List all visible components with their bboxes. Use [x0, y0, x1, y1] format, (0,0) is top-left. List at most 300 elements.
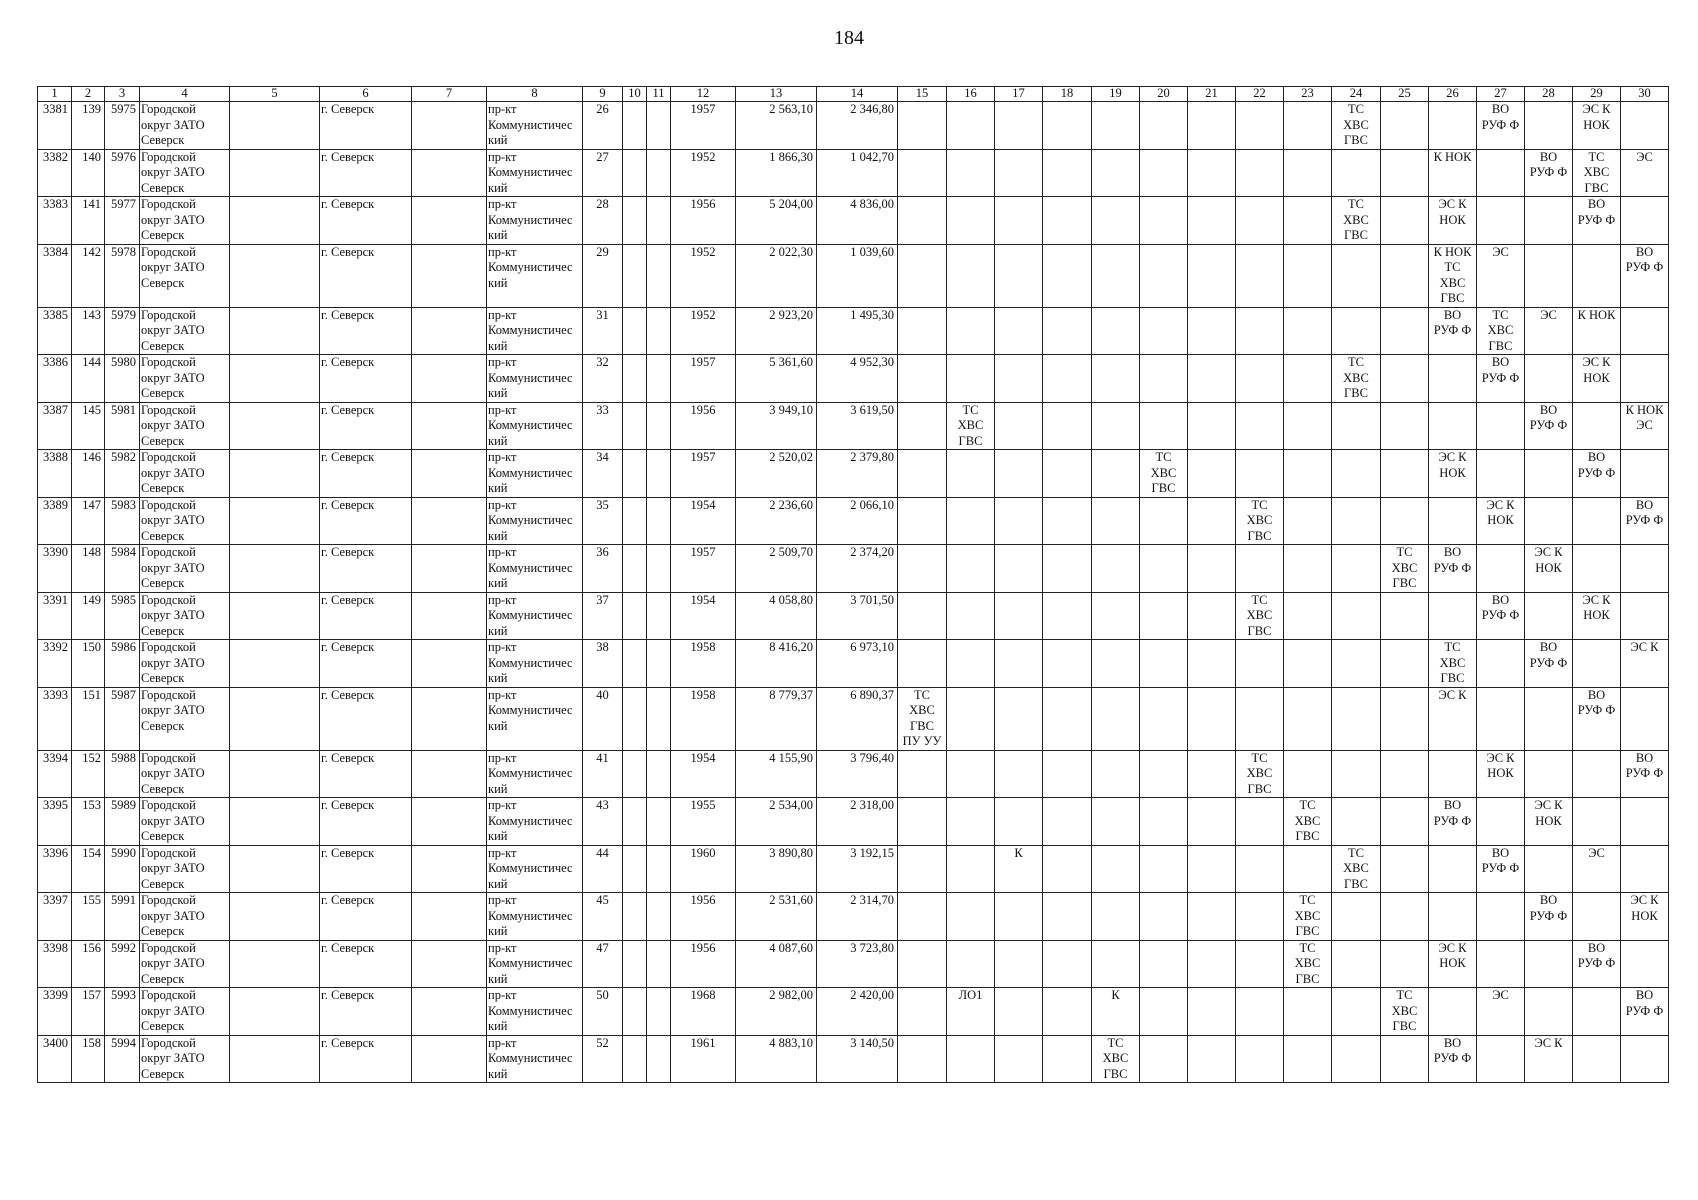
cell-col-20 — [1140, 687, 1188, 750]
cell-col-16 — [947, 940, 995, 988]
cell-col-2: 152 — [72, 750, 105, 798]
cell-col-26 — [1429, 845, 1477, 893]
cell-col-28: ВО РУФ Ф — [1525, 149, 1573, 197]
cell-col-25 — [1381, 845, 1429, 893]
column-number-30: 30 — [1621, 87, 1669, 102]
cell-col-28 — [1525, 592, 1573, 640]
cell-col-1: 3388 — [38, 450, 72, 498]
cell-col-7 — [412, 197, 487, 245]
cell-col-13: 8 779,37 — [736, 687, 817, 750]
cell-col-12: 1952 — [671, 244, 736, 307]
cell-col-14: 6 890,37 — [817, 687, 898, 750]
cell-col-20 — [1140, 307, 1188, 355]
cell-col-24 — [1332, 450, 1381, 498]
cell-col-21 — [1188, 592, 1236, 640]
cell-col-18 — [1043, 102, 1092, 150]
cell-col-21 — [1188, 893, 1236, 941]
cell-col-19 — [1092, 102, 1140, 150]
cell-col-8: пр-кт Коммунистичес кий — [487, 988, 583, 1036]
cell-col-25 — [1381, 450, 1429, 498]
cell-col-22 — [1236, 244, 1284, 307]
cell-col-30 — [1621, 545, 1669, 593]
cell-col-18 — [1043, 497, 1092, 545]
cell-col-25 — [1381, 1035, 1429, 1083]
cell-col-25 — [1381, 592, 1429, 640]
cell-col-8: пр-кт Коммунистичес кий — [487, 149, 583, 197]
table-row — [38, 545, 1669, 593]
cell-col-7 — [412, 545, 487, 593]
cell-col-10 — [623, 497, 647, 545]
cell-col-28 — [1525, 355, 1573, 403]
cell-col-13: 4 087,60 — [736, 940, 817, 988]
cell-col-27 — [1477, 687, 1525, 750]
cell-col-16 — [947, 592, 995, 640]
cell-col-19 — [1092, 750, 1140, 798]
cell-col-15 — [898, 497, 947, 545]
table-row — [38, 450, 1669, 498]
cell-col-9: 27 — [583, 149, 623, 197]
cell-col-16 — [947, 244, 995, 307]
cell-col-19 — [1092, 197, 1140, 245]
cell-col-6: г. Северск — [320, 497, 412, 545]
cell-col-28 — [1525, 750, 1573, 798]
cell-col-21 — [1188, 450, 1236, 498]
cell-col-25 — [1381, 687, 1429, 750]
cell-col-28: ЭС К НОК — [1525, 798, 1573, 846]
cell-col-24 — [1332, 687, 1381, 750]
cell-col-2: 143 — [72, 307, 105, 355]
cell-col-21 — [1188, 307, 1236, 355]
cell-col-14: 2 374,20 — [817, 545, 898, 593]
cell-col-11 — [647, 545, 671, 593]
cell-col-24 — [1332, 497, 1381, 545]
cell-col-5 — [230, 102, 320, 150]
cell-col-25 — [1381, 497, 1429, 545]
cell-col-15 — [898, 307, 947, 355]
table-row — [38, 355, 1669, 403]
cell-col-25 — [1381, 149, 1429, 197]
cell-col-23 — [1284, 450, 1332, 498]
cell-col-6: г. Северск — [320, 687, 412, 750]
cell-col-27 — [1477, 798, 1525, 846]
housing-register-table — [37, 86, 1669, 1083]
cell-col-19 — [1092, 592, 1140, 640]
cell-col-24 — [1332, 402, 1381, 450]
table-row — [38, 497, 1669, 545]
cell-col-3: 5977 — [105, 197, 140, 245]
cell-col-21 — [1188, 402, 1236, 450]
cell-col-23 — [1284, 988, 1332, 1036]
cell-col-2: 151 — [72, 687, 105, 750]
cell-col-2: 157 — [72, 988, 105, 1036]
cell-col-26: К НОК ТС ХВС ГВС — [1429, 244, 1477, 307]
cell-col-26: ВО РУФ Ф — [1429, 1035, 1477, 1083]
cell-col-2: 140 — [72, 149, 105, 197]
cell-col-22 — [1236, 197, 1284, 245]
cell-col-10 — [623, 149, 647, 197]
cell-col-29 — [1573, 545, 1621, 593]
cell-col-5 — [230, 798, 320, 846]
cell-col-23 — [1284, 102, 1332, 150]
cell-col-1: 3391 — [38, 592, 72, 640]
cell-col-6: г. Северск — [320, 197, 412, 245]
cell-col-21 — [1188, 149, 1236, 197]
cell-col-25: ТС ХВС ГВС — [1381, 545, 1429, 593]
cell-col-19 — [1092, 244, 1140, 307]
cell-col-27: ЭС К НОК — [1477, 497, 1525, 545]
cell-col-4: Городской округ ЗАТО Северск — [140, 940, 230, 988]
cell-col-17 — [995, 893, 1043, 941]
cell-col-20 — [1140, 402, 1188, 450]
cell-col-7 — [412, 402, 487, 450]
cell-col-29: ЭС К НОК — [1573, 355, 1621, 403]
cell-col-6: г. Северск — [320, 798, 412, 846]
cell-col-23 — [1284, 750, 1332, 798]
cell-col-27: ВО РУФ Ф — [1477, 592, 1525, 640]
cell-col-3: 5987 — [105, 687, 140, 750]
cell-col-12: 1961 — [671, 1035, 736, 1083]
cell-col-30 — [1621, 798, 1669, 846]
cell-col-24: ТС ХВС ГВС — [1332, 197, 1381, 245]
cell-col-20 — [1140, 592, 1188, 640]
cell-col-2: 147 — [72, 497, 105, 545]
cell-col-16 — [947, 355, 995, 403]
cell-col-15: ТС ХВС ГВС ПУ УУ — [898, 687, 947, 750]
cell-col-6: г. Северск — [320, 244, 412, 307]
cell-col-3: 5976 — [105, 149, 140, 197]
cell-col-10 — [623, 102, 647, 150]
cell-col-24 — [1332, 244, 1381, 307]
cell-col-1: 3394 — [38, 750, 72, 798]
cell-col-15 — [898, 102, 947, 150]
cell-col-5 — [230, 750, 320, 798]
cell-col-29: ЭС К НОК — [1573, 102, 1621, 150]
cell-col-16 — [947, 1035, 995, 1083]
cell-col-27: ЭС — [1477, 988, 1525, 1036]
cell-col-5 — [230, 450, 320, 498]
cell-col-19 — [1092, 450, 1140, 498]
cell-col-26: ВО РУФ Ф — [1429, 307, 1477, 355]
cell-col-29 — [1573, 244, 1621, 307]
cell-col-22 — [1236, 450, 1284, 498]
cell-col-3: 5983 — [105, 497, 140, 545]
cell-col-1: 3390 — [38, 545, 72, 593]
table-row — [38, 940, 1669, 988]
cell-col-29: К НОК — [1573, 307, 1621, 355]
cell-col-3: 5990 — [105, 845, 140, 893]
cell-col-27 — [1477, 149, 1525, 197]
cell-col-4: Городской округ ЗАТО Северск — [140, 1035, 230, 1083]
cell-col-17 — [995, 687, 1043, 750]
cell-col-23 — [1284, 845, 1332, 893]
cell-col-3: 5988 — [105, 750, 140, 798]
cell-col-17 — [995, 545, 1043, 593]
column-number-27: 27 — [1477, 87, 1525, 102]
cell-col-17 — [995, 102, 1043, 150]
cell-col-3: 5992 — [105, 940, 140, 988]
cell-col-14: 3 192,15 — [817, 845, 898, 893]
cell-col-12: 1956 — [671, 893, 736, 941]
cell-col-12: 1952 — [671, 149, 736, 197]
cell-col-20 — [1140, 102, 1188, 150]
cell-col-23 — [1284, 402, 1332, 450]
cell-col-20 — [1140, 988, 1188, 1036]
cell-col-26 — [1429, 102, 1477, 150]
cell-col-4: Городской округ ЗАТО Северск — [140, 355, 230, 403]
cell-col-18 — [1043, 1035, 1092, 1083]
cell-col-10 — [623, 640, 647, 688]
column-number-23: 23 — [1284, 87, 1332, 102]
column-number-2: 2 — [72, 87, 105, 102]
cell-col-19 — [1092, 355, 1140, 403]
cell-col-18 — [1043, 307, 1092, 355]
cell-col-15 — [898, 1035, 947, 1083]
cell-col-25 — [1381, 798, 1429, 846]
cell-col-17 — [995, 402, 1043, 450]
column-number-11: 11 — [647, 87, 671, 102]
column-number-26: 26 — [1429, 87, 1477, 102]
cell-col-22 — [1236, 893, 1284, 941]
cell-col-11 — [647, 149, 671, 197]
cell-col-3: 5982 — [105, 450, 140, 498]
cell-col-6: г. Северск — [320, 450, 412, 498]
cell-col-12: 1954 — [671, 750, 736, 798]
cell-col-16 — [947, 102, 995, 150]
cell-col-6: г. Северск — [320, 845, 412, 893]
cell-col-27: ЭС К НОК — [1477, 750, 1525, 798]
column-number-24: 24 — [1332, 87, 1381, 102]
cell-col-3: 5994 — [105, 1035, 140, 1083]
column-number-20: 20 — [1140, 87, 1188, 102]
cell-col-8: пр-кт Коммунистичес кий — [487, 450, 583, 498]
cell-col-14: 3 619,50 — [817, 402, 898, 450]
cell-col-14: 3 701,50 — [817, 592, 898, 640]
cell-col-9: 33 — [583, 402, 623, 450]
cell-col-30 — [1621, 102, 1669, 150]
cell-col-26: К НОК — [1429, 149, 1477, 197]
cell-col-29: ВО РУФ Ф — [1573, 940, 1621, 988]
cell-col-13: 2 236,60 — [736, 497, 817, 545]
cell-col-18 — [1043, 687, 1092, 750]
cell-col-4: Городской округ ЗАТО Северск — [140, 402, 230, 450]
cell-col-28 — [1525, 940, 1573, 988]
cell-col-22 — [1236, 845, 1284, 893]
cell-col-9: 47 — [583, 940, 623, 988]
cell-col-20 — [1140, 497, 1188, 545]
cell-col-5 — [230, 307, 320, 355]
cell-col-29: ВО РУФ Ф — [1573, 450, 1621, 498]
cell-col-16 — [947, 450, 995, 498]
cell-col-13: 5 361,60 — [736, 355, 817, 403]
cell-col-28: ЭС — [1525, 307, 1573, 355]
cell-col-8: пр-кт Коммунистичес кий — [487, 845, 583, 893]
cell-col-10 — [623, 402, 647, 450]
cell-col-30 — [1621, 450, 1669, 498]
cell-col-9: 31 — [583, 307, 623, 355]
cell-col-1: 3398 — [38, 940, 72, 988]
cell-col-23: ТС ХВС ГВС — [1284, 940, 1332, 988]
cell-col-24 — [1332, 1035, 1381, 1083]
cell-col-17 — [995, 750, 1043, 798]
cell-col-25 — [1381, 750, 1429, 798]
cell-col-30 — [1621, 940, 1669, 988]
cell-col-17 — [995, 244, 1043, 307]
cell-col-18 — [1043, 355, 1092, 403]
cell-col-6: г. Северск — [320, 893, 412, 941]
cell-col-10 — [623, 355, 647, 403]
cell-col-8: пр-кт Коммунистичес кий — [487, 545, 583, 593]
cell-col-23: ТС ХВС ГВС — [1284, 798, 1332, 846]
column-number-5: 5 — [230, 87, 320, 102]
cell-col-23 — [1284, 592, 1332, 640]
cell-col-16: ЛО1 — [947, 988, 995, 1036]
cell-col-11 — [647, 988, 671, 1036]
table-row — [38, 1035, 1669, 1083]
cell-col-4: Городской округ ЗАТО Северск — [140, 640, 230, 688]
cell-col-28: ВО РУФ Ф — [1525, 402, 1573, 450]
cell-col-30 — [1621, 687, 1669, 750]
cell-col-26 — [1429, 592, 1477, 640]
cell-col-17 — [995, 497, 1043, 545]
cell-col-27 — [1477, 893, 1525, 941]
cell-col-5 — [230, 402, 320, 450]
cell-col-13: 8 416,20 — [736, 640, 817, 688]
cell-col-22 — [1236, 640, 1284, 688]
cell-col-9: 26 — [583, 102, 623, 150]
cell-col-9: 28 — [583, 197, 623, 245]
cell-col-16 — [947, 307, 995, 355]
cell-col-15 — [898, 545, 947, 593]
table-row — [38, 687, 1669, 750]
cell-col-7 — [412, 640, 487, 688]
cell-col-4: Городской округ ЗАТО Северск — [140, 102, 230, 150]
cell-col-3: 5991 — [105, 893, 140, 941]
cell-col-11 — [647, 307, 671, 355]
cell-col-26: ВО РУФ Ф — [1429, 545, 1477, 593]
cell-col-7 — [412, 497, 487, 545]
cell-col-15 — [898, 402, 947, 450]
cell-col-18 — [1043, 940, 1092, 988]
cell-col-19 — [1092, 845, 1140, 893]
cell-col-24 — [1332, 798, 1381, 846]
cell-col-11 — [647, 497, 671, 545]
cell-col-10 — [623, 845, 647, 893]
column-number-row — [38, 87, 1669, 102]
cell-col-18 — [1043, 893, 1092, 941]
cell-col-21 — [1188, 750, 1236, 798]
table-row — [38, 102, 1669, 150]
cell-col-8: пр-кт Коммунистичес кий — [487, 798, 583, 846]
cell-col-8: пр-кт Коммунистичес кий — [487, 640, 583, 688]
cell-col-8: пр-кт Коммунистичес кий — [487, 940, 583, 988]
cell-col-7 — [412, 307, 487, 355]
cell-col-10 — [623, 307, 647, 355]
cell-col-13: 2 563,10 — [736, 102, 817, 150]
cell-col-20 — [1140, 845, 1188, 893]
cell-col-3: 5984 — [105, 545, 140, 593]
cell-col-8: пр-кт Коммунистичес кий — [487, 592, 583, 640]
cell-col-26: ТС ХВС ГВС — [1429, 640, 1477, 688]
cell-col-6: г. Северск — [320, 149, 412, 197]
cell-col-10 — [623, 798, 647, 846]
cell-col-29 — [1573, 640, 1621, 688]
cell-col-8: пр-кт Коммунистичес кий — [487, 750, 583, 798]
cell-col-1: 3387 — [38, 402, 72, 450]
cell-col-20 — [1140, 1035, 1188, 1083]
cell-col-7 — [412, 750, 487, 798]
cell-col-3: 5993 — [105, 988, 140, 1036]
cell-col-20: ТС ХВС ГВС — [1140, 450, 1188, 498]
cell-col-27 — [1477, 402, 1525, 450]
cell-col-4: Городской округ ЗАТО Северск — [140, 244, 230, 307]
column-number-29: 29 — [1573, 87, 1621, 102]
column-number-13: 13 — [736, 87, 817, 102]
cell-col-14: 3 796,40 — [817, 750, 898, 798]
cell-col-21 — [1188, 798, 1236, 846]
cell-col-7 — [412, 149, 487, 197]
cell-col-17 — [995, 355, 1043, 403]
cell-col-3: 5980 — [105, 355, 140, 403]
cell-col-15 — [898, 450, 947, 498]
cell-col-17 — [995, 592, 1043, 640]
cell-col-11 — [647, 1035, 671, 1083]
cell-col-15 — [898, 355, 947, 403]
cell-col-4: Городской округ ЗАТО Северск — [140, 197, 230, 245]
cell-col-15 — [898, 940, 947, 988]
cell-col-19 — [1092, 687, 1140, 750]
cell-col-24 — [1332, 149, 1381, 197]
cell-col-24: ТС ХВС ГВС — [1332, 355, 1381, 403]
cell-col-22 — [1236, 1035, 1284, 1083]
cell-col-20 — [1140, 197, 1188, 245]
cell-col-6: г. Северск — [320, 592, 412, 640]
cell-col-29: ЭС К НОК — [1573, 592, 1621, 640]
cell-col-18 — [1043, 402, 1092, 450]
cell-col-6: г. Северск — [320, 545, 412, 593]
column-number-7: 7 — [412, 87, 487, 102]
cell-col-18 — [1043, 197, 1092, 245]
cell-col-10 — [623, 750, 647, 798]
cell-col-28: ЭС К НОК — [1525, 545, 1573, 593]
cell-col-5 — [230, 592, 320, 640]
cell-col-16 — [947, 845, 995, 893]
cell-col-30: ЭС К НОК — [1621, 893, 1669, 941]
cell-col-6: г. Северск — [320, 988, 412, 1036]
cell-col-24 — [1332, 307, 1381, 355]
cell-col-21 — [1188, 244, 1236, 307]
cell-col-24 — [1332, 640, 1381, 688]
cell-col-8: пр-кт Коммунистичес кий — [487, 893, 583, 941]
cell-col-1: 3396 — [38, 845, 72, 893]
cell-col-27 — [1477, 640, 1525, 688]
cell-col-13: 4 058,80 — [736, 592, 817, 640]
cell-col-1: 3383 — [38, 197, 72, 245]
cell-col-28: ВО РУФ Ф — [1525, 640, 1573, 688]
cell-col-26 — [1429, 402, 1477, 450]
cell-col-11 — [647, 893, 671, 941]
cell-col-22: ТС ХВС ГВС — [1236, 592, 1284, 640]
cell-col-26 — [1429, 893, 1477, 941]
cell-col-21 — [1188, 1035, 1236, 1083]
cell-col-24 — [1332, 545, 1381, 593]
cell-col-5 — [230, 149, 320, 197]
cell-col-14: 6 973,10 — [817, 640, 898, 688]
cell-col-27: ТС ХВС ГВС — [1477, 307, 1525, 355]
cell-col-13: 4 155,90 — [736, 750, 817, 798]
cell-col-28 — [1525, 988, 1573, 1036]
column-number-16: 16 — [947, 87, 995, 102]
cell-col-11 — [647, 402, 671, 450]
